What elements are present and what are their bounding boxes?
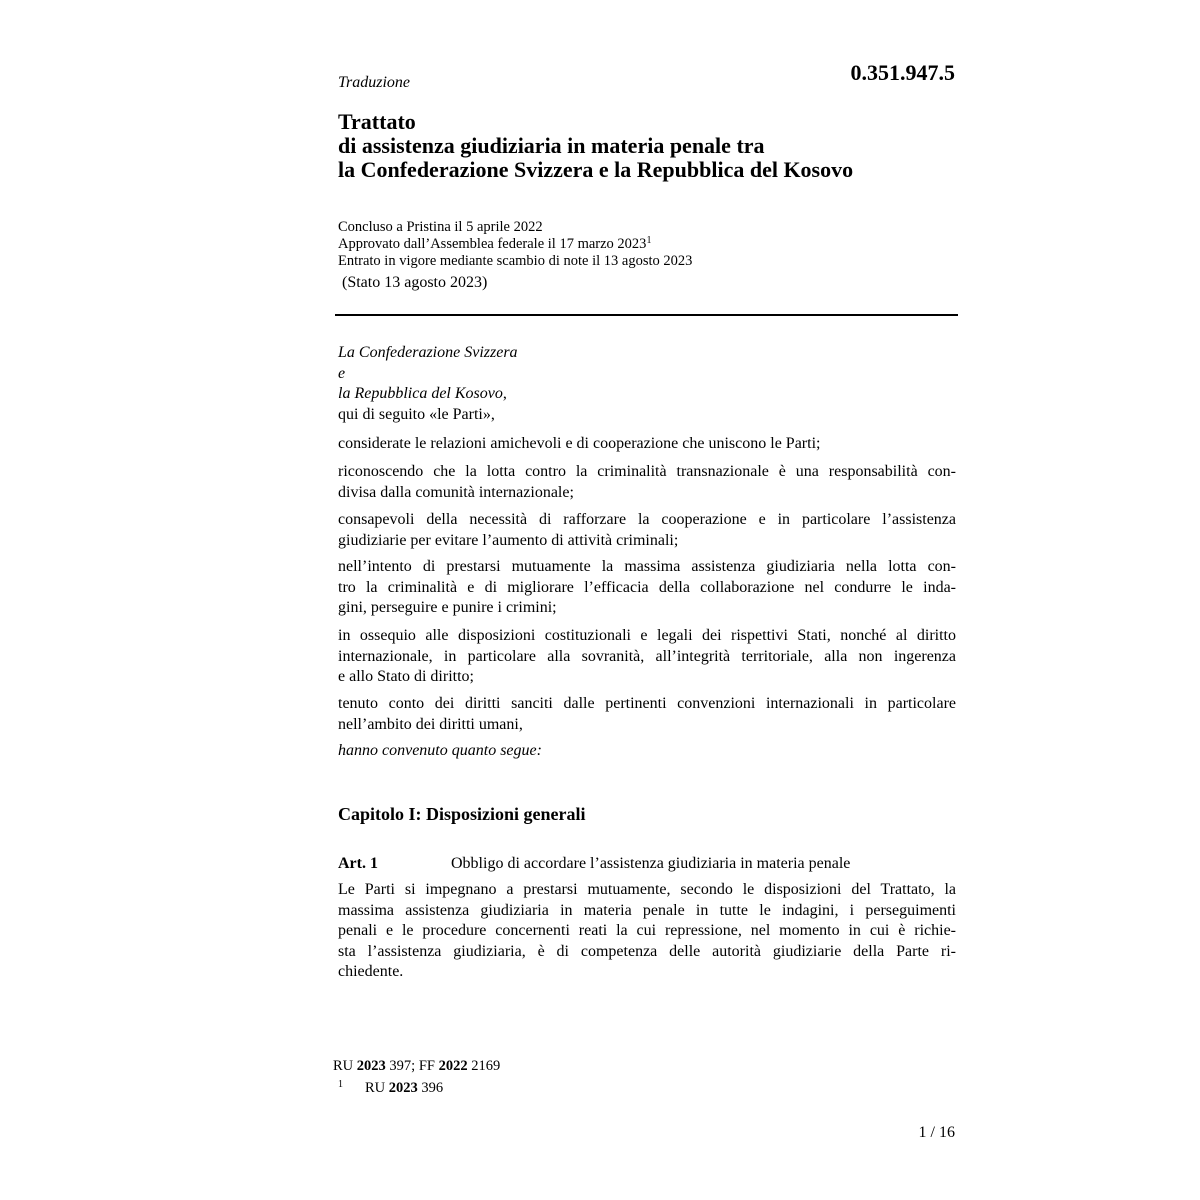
chapter-heading: Capitolo I: Disposizioni generali: [338, 804, 586, 824]
preamble-parties: [338, 343, 956, 425]
title-line: la Confederazione Svizzera e la Repubblica del Kosovo: [338, 157, 854, 182]
approved-date: Approvato dall’Assemblea federale il 17 marzo 2023$^1$: [338, 235, 652, 252]
recital-paragraph: considerate le relazioni amichevoli e di cooperazione che uniscono le Parti;: [338, 435, 821, 452]
status-date: (Stato 13 agosto 2023): [342, 274, 488, 291]
party-name: la Repubblica del Kosovo,: [338, 385, 507, 402]
preamble-closing: hanno convenuto quanto segue:: [338, 742, 542, 759]
recital-paragraph: riconoscendo che la lotta contro la criminalità transnazionale è una responsabilità con- divisa dalla comunità internazionale;: [338, 463, 956, 501]
hereinafter: qui di seguito «le Parti»,: [338, 405, 495, 423]
conjunction: e: [338, 364, 346, 382]
dates-block: [338, 219, 692, 270]
footnote: $^1$ RU 2023 396: [338, 1079, 444, 1096]
recital-paragraph: consapevoli della necessità di rafforzare la cooperazione e in particolare l’assistenza giudiziarie per evitare l’aumento di attività criminali;: [338, 511, 956, 549]
entry-into-force-date: Entrato in vigore mediante scambio di note il 13 agosto 2023: [338, 253, 693, 269]
horizontal-rule: [335, 314, 958, 316]
document-title: [338, 110, 958, 182]
sr-number: 0.351.947.5: [850, 60, 955, 85]
article-number: Art. 1: [338, 855, 378, 872]
title-line: Trattato: [338, 109, 416, 134]
recital-paragraph: nell’intento di prestarsi mutuamente la massima assistenza giudiziaria nella lotta con- tro la criminalità e di migliorare l’efficacia della collaborazione nel condurre le inda- gini, perseguire e punire i crimini;: [338, 558, 956, 616]
official-reference: RU 2023 397; FF 2022 2169: [333, 1058, 501, 1074]
page-number: 1 / 16: [918, 1124, 955, 1141]
translation-label: Traduzione: [338, 74, 411, 91]
footnote-marker: 1: [338, 1079, 343, 1090]
title-line: di assistenza giudiziaria in materia penale tra: [338, 133, 765, 158]
recital-paragraph: in ossequio alle disposizioni costituzionali e legali dei rispettivi Stati, nonché al diritto internazionale, in particolare alla sovranità, all’integrità territoriale, alla non ingerenza e allo Stato di diritto;: [338, 627, 956, 685]
article-title: Obbligo di accordare l’assistenza giudiziaria in materia penale: [451, 855, 851, 872]
footnote-marker: 1: [646, 235, 652, 246]
party-name: La Confederazione Svizzera: [338, 344, 518, 361]
recital-paragraph: tenuto conto dei diritti sanciti dalle pertinenti convenzioni internazionali in particolare nell’ambito dei diritti umani,: [338, 695, 956, 733]
concluded-date: Concluso a Pristina il 5 aprile 2022: [338, 219, 543, 235]
article-body: Le Parti si impegnano a prestarsi mutuamente, secondo le disposizioni del Trattato, la massima assistenza giudiziaria in materia penale in tutte le indagini, i perseguimenti penali e le procedure concernenti reati la cui repressione, nel momento in cui è richie- sta l’assistenza giudiziaria, è di competenza delle autorità giudiziarie della Parte ri- chiedente.: [338, 881, 956, 980]
